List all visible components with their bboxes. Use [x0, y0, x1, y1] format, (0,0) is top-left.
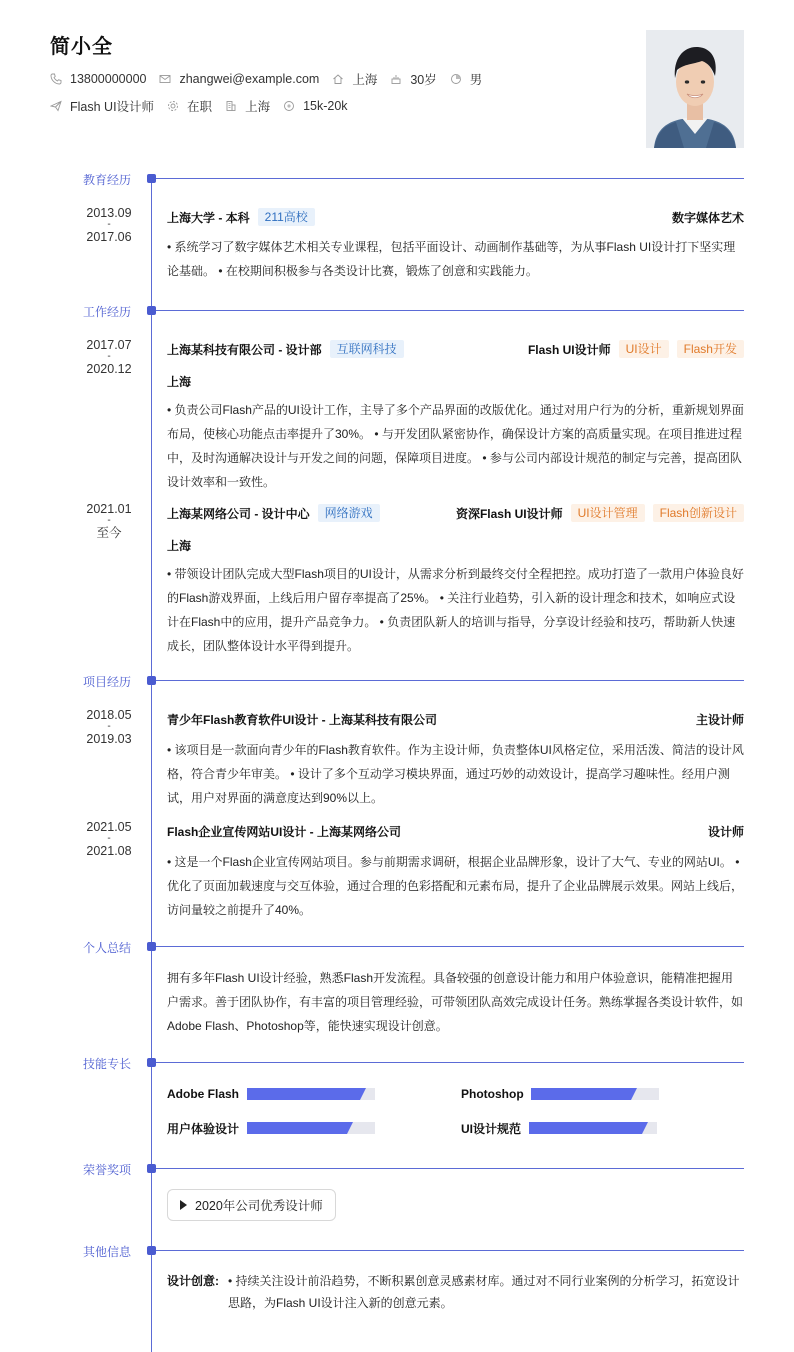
- date-start: 2017.07: [86, 338, 132, 352]
- work-entry-head-1: [167, 339, 744, 359]
- date-start: 2018.05: [86, 708, 132, 722]
- school-name: 上海大学 - 本科: [167, 210, 250, 225]
- project-right-2: [708, 823, 744, 840]
- project-right-1: [696, 711, 744, 728]
- skill-name: Photoshop: [461, 1087, 524, 1101]
- email-value: zhangwei@example.com: [179, 72, 320, 86]
- project-entry-head-2: [167, 821, 744, 841]
- email-item: [159, 72, 319, 86]
- skill-item: [167, 1086, 375, 1102]
- avatar-photo-icon: [646, 30, 744, 148]
- section-marker: [147, 942, 156, 951]
- date-end: 2020.12: [86, 362, 132, 376]
- section-marker: [147, 306, 156, 315]
- gender-item: [450, 70, 483, 88]
- phone-value: 13800000000: [70, 72, 147, 86]
- section-skills: [0, 1057, 794, 1069]
- project-name: 青少年Flash教育软件UI设计 - 上海某科技有限公司: [167, 712, 438, 727]
- section-divider: [156, 1062, 744, 1063]
- status-item: [167, 97, 212, 115]
- summary-text: 拥有多年Flash UI设计经验，熟悉Flash开发流程。具备较强的创意设计能力和用户体验意识，能精准把握用户需求。善于团队协作，有丰富的项目管理经验，可带领团队高效完成设计任务。熟练掌握各类设计软件，如Adobe Flash、Photoshop等，能快速实现设计创意。: [167, 971, 744, 1033]
- work-date-2: [80, 501, 138, 541]
- other-label: 设计创意:: [167, 1274, 219, 1288]
- section-title-projects: 项目经历: [83, 675, 132, 689]
- gear-icon: [167, 100, 179, 112]
- job-title: 资深Flash UI设计师: [455, 506, 563, 521]
- industry-tag: 网络游戏: [318, 504, 380, 522]
- target-job-value: Flash UI设计师: [70, 100, 155, 114]
- section-awards: [0, 1163, 794, 1175]
- gender-value: 男: [469, 73, 483, 87]
- target-city-value: 上海: [245, 100, 271, 114]
- section-marker: [147, 1058, 156, 1067]
- date-end: 至今: [96, 526, 122, 540]
- skill-bar: [247, 1088, 375, 1100]
- education-right: [672, 209, 744, 226]
- skill-item: [461, 1086, 659, 1102]
- contact-row: [50, 70, 495, 88]
- salary-value: 15k-20k: [303, 99, 348, 113]
- section-education: [0, 173, 794, 185]
- job-intent-row: [50, 97, 361, 115]
- coin-icon: [283, 100, 295, 112]
- resume-header: [50, 28, 750, 152]
- project-name: Flash企业宣传网站UI设计 - 上海某网络公司: [167, 824, 402, 839]
- date-dash: -: [107, 721, 111, 732]
- school-tag: 211高校: [258, 208, 315, 226]
- play-triangle-icon: [180, 1200, 187, 1210]
- skill-bar-fill: [247, 1122, 347, 1134]
- skill-bar-fill: [531, 1088, 631, 1100]
- date-end: 2019.03: [86, 732, 132, 746]
- target-job-item: [50, 97, 154, 115]
- project-date-1: [80, 707, 138, 747]
- skill-name: Adobe Flash: [167, 1087, 240, 1101]
- education-description: • 系统学习了数字媒体艺术相关专业课程，包括平面设计、动画制作基础等，为从事Flash UI设计打下坚实理论基础。 • 在校期间积极参与各类设计比赛，锻炼了创意和实践能力。: [167, 240, 736, 278]
- skill-item: [461, 1120, 657, 1136]
- date-end: 2021.08: [86, 844, 132, 858]
- skill-name: 用户体验设计: [167, 1121, 240, 1136]
- work-entry-head-2: [167, 503, 744, 523]
- job-title: Flash UI设计师: [527, 342, 611, 357]
- age-value: 30岁: [410, 73, 437, 87]
- section-summary: [0, 941, 794, 953]
- skill-tag: UI设计: [619, 340, 669, 358]
- skill-tag: UI设计管理: [571, 504, 645, 522]
- building-icon: [225, 100, 237, 112]
- cake-icon: [390, 73, 402, 85]
- section-other: [0, 1245, 794, 1257]
- award-item[interactable]: [167, 1189, 336, 1221]
- skill-bar: [529, 1122, 657, 1134]
- mail-icon: [159, 73, 171, 85]
- section-divider: [156, 178, 744, 179]
- section-title-other: 其他信息: [83, 1245, 132, 1259]
- location-item: [332, 70, 377, 88]
- section-work: [0, 305, 794, 317]
- skill-tag: Flash创新设计: [653, 504, 744, 522]
- date-start: 2021.01: [86, 502, 132, 516]
- work-city: 上海: [167, 375, 192, 389]
- date-start: 2013.09: [86, 206, 132, 220]
- date-dash: -: [107, 833, 111, 844]
- section-title-summary: 个人总结: [83, 941, 132, 955]
- skill-name: UI设计规范: [461, 1121, 522, 1136]
- skill-bar: [531, 1088, 659, 1100]
- company-name: 上海某网络公司 - 设计中心: [167, 506, 310, 521]
- section-title-education: 教育经历: [83, 173, 132, 187]
- section-title-skills: 技能专长: [83, 1057, 132, 1071]
- target-city-item: [225, 97, 270, 115]
- project-date-2: [80, 819, 138, 859]
- project-description-2: • 这是一个Flash企业宣传网站项目。参与前期需求调研，根据企业品牌形象，设计了大气、专业的网站UI。 • 优化了页面加载速度与交互体验，通过合理的色彩搭配和元素布局，提升了企业品牌展示效果。网站上线后，访问量较之前提升了40%。: [167, 855, 744, 917]
- date-start: 2021.05: [86, 820, 132, 834]
- work-description-2: • 带领设计团队完成大型Flash项目的UI设计，从需求分析到最终交付全程把控。成功打造了一款用户体验良好的Flash游戏界面，上线后用户留存率提高了25%。 • 关注行业趋势，引入新的设计理念和技术，如响应式设计在Flash中的应用，提升产品竞争力。 • 负责团队新人的培训与指导，分享设计经验和技巧，帮助新人快速成长，团队整体设计水平得到提升。: [167, 567, 744, 653]
- project-role: 设计师: [707, 824, 744, 839]
- date-dash: -: [107, 515, 111, 526]
- section-divider: [156, 680, 744, 681]
- section-marker: [147, 676, 156, 685]
- work-date-1: [80, 337, 138, 377]
- home-icon: [332, 73, 344, 85]
- skill-bar: [247, 1122, 375, 1134]
- work-right-2: [456, 504, 744, 522]
- skill-item: [167, 1120, 375, 1136]
- education-entry-head: [167, 207, 744, 227]
- award-label: 2020年公司优秀设计师: [195, 1199, 323, 1213]
- section-marker: [147, 174, 156, 183]
- date-dash: -: [107, 351, 111, 362]
- location-value: 上海: [352, 73, 378, 87]
- project-entry-head-1: [167, 709, 744, 729]
- section-divider: [156, 946, 744, 947]
- company-name: 上海某科技有限公司 - 设计部: [167, 342, 322, 357]
- other-text: • 持续关注设计前沿趋势，不断积累创意灵感素材库。通过对不同行业案例的分析学习，拓宽设计思路，为Flash UI设计注入新的创意元素。: [228, 1274, 740, 1310]
- skill-bar-fill: [529, 1122, 642, 1134]
- section-divider: [156, 310, 744, 311]
- industry-tag: 互联网科技: [330, 340, 404, 358]
- salary-item: [283, 99, 347, 113]
- date-dash: -: [107, 219, 111, 230]
- avatar: [646, 30, 744, 148]
- send-icon: [50, 100, 62, 112]
- section-divider: [156, 1250, 744, 1251]
- phone-icon: [50, 73, 62, 85]
- major: 数字媒体艺术: [671, 210, 744, 225]
- section-marker: [147, 1164, 156, 1173]
- gender-icon: [450, 73, 462, 85]
- section-title-awards: 荣誉奖项: [83, 1163, 132, 1177]
- work-city: 上海: [167, 539, 192, 553]
- age-item: [390, 70, 436, 88]
- section-divider: [156, 1168, 744, 1169]
- candidate-name: 简小全: [50, 36, 113, 58]
- skill-bar-fill: [247, 1088, 360, 1100]
- section-marker: [147, 1246, 156, 1255]
- section-title-work: 工作经历: [83, 305, 132, 319]
- section-projects: [0, 675, 794, 687]
- education-date: [80, 205, 138, 245]
- project-role: 主设计师: [695, 712, 744, 727]
- timeline-line: [151, 179, 152, 1352]
- work-right-1: [528, 340, 744, 358]
- skill-tag: Flash开发: [677, 340, 744, 358]
- work-description-1: • 负责公司Flash产品的UI设计工作，主导了多个产品界面的改版优化。通过对用户行为的分析，重新规划界面布局，使核心功能点击率提升了30%。 • 与开发团队紧密协作，确保设计方案的高质量实现。在项目推进过程中，及时沟通解决设计与开发之间的问题，保障项目进度。 • 参与公司内部设计规范的制定与完善，提高团队设计效率和一致性。: [167, 403, 744, 489]
- date-end: 2017.06: [86, 230, 132, 244]
- project-description-1: • 该项目是一款面向青少年的Flash教育软件。作为主设计师，负责整体UI风格定位，采用活泼、简洁的设计风格，符合青少年审美。 • 设计了多个互动学习模块界面，通过巧妙的动效设计，提高学习趣味性。经用户测试，用户对界面的满意度达到90%以上。: [167, 743, 744, 805]
- phone-item: [50, 72, 146, 86]
- status-value: 在职: [187, 100, 213, 114]
